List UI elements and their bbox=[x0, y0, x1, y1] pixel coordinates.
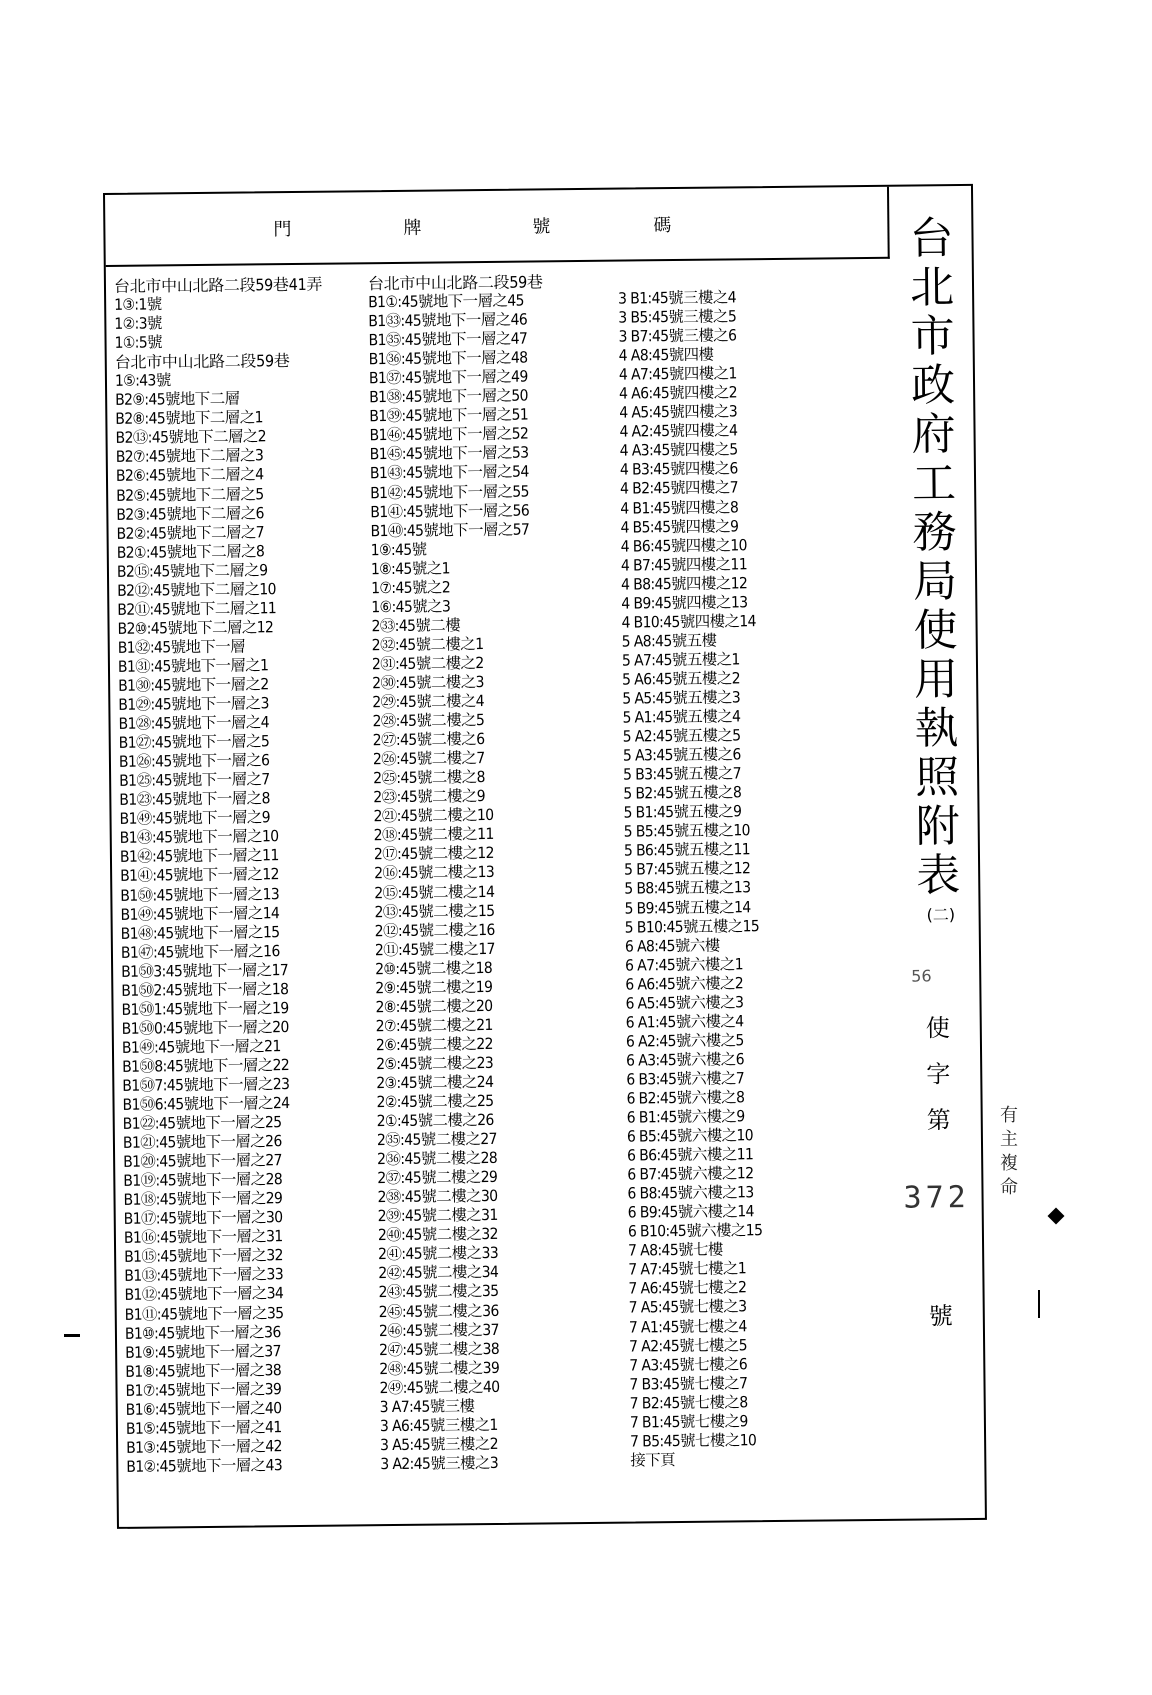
margin-arrow-mark bbox=[1048, 1208, 1065, 1225]
address-row: 2⑬:45號二樓之15 bbox=[374, 901, 495, 921]
address-row: 6 A3:45號六樓之6 bbox=[626, 1050, 745, 1070]
license-label-3: 第 bbox=[926, 1106, 951, 1135]
address-row: B1⑤:45號地下一層之41 bbox=[125, 1418, 282, 1438]
side-title-char: 工 bbox=[911, 458, 957, 510]
address-row: 2㉜:45號二樓之1 bbox=[371, 634, 484, 655]
address-row: 1⑧:45號之1 bbox=[370, 559, 450, 578]
address-row: B1⑨:45號地下一層之37 bbox=[125, 1341, 281, 1362]
address-row: 5 A7:45號五樓之1 bbox=[621, 650, 740, 670]
address-row: B1㊿0:45號地下一層之20 bbox=[121, 1017, 289, 1038]
address-row: 1③:1號 bbox=[114, 295, 162, 314]
address-row: B1⑪:45號地下一層之35 bbox=[124, 1303, 284, 1324]
address-row: 4 B5:45號四樓之9 bbox=[620, 516, 739, 537]
address-row: 1⑤:43號 bbox=[114, 371, 171, 391]
address-row: 1⑥:45號之3 bbox=[371, 597, 451, 617]
address-row: 5 B8:45號五樓之13 bbox=[624, 878, 751, 899]
address-row: B2⑦:45號地下二層之3 bbox=[115, 446, 264, 467]
address-row: 2⑧:45號二樓之20 bbox=[375, 996, 493, 1016]
address-row: B1㉝:45號地下一層之46 bbox=[368, 310, 528, 331]
header-col-3: 號 bbox=[532, 216, 551, 238]
address-row: B1㊿7:45號地下一層之23 bbox=[122, 1075, 290, 1095]
address-row: B1㊾:45號地下一層之9 bbox=[119, 808, 271, 829]
address-row: 5 B1:45號五樓之9 bbox=[623, 802, 742, 822]
address-row: 2㊾:45號二樓之40 bbox=[379, 1377, 500, 1397]
address-row: B2⑨:45號地下二層 bbox=[115, 389, 240, 410]
address-row: B1⑬:45號地下一層之33 bbox=[124, 1265, 284, 1286]
address-row: 2①:45號二樓之26 bbox=[376, 1111, 494, 1131]
address-row: 2⑤:45號二樓之23 bbox=[376, 1053, 494, 1074]
address-row: 4 B2:45號四樓之7 bbox=[620, 478, 739, 499]
address-heading: 台北市中山北路二段59巷41弄 bbox=[113, 274, 323, 296]
address-row: B1㉚:45號地下一層之2 bbox=[118, 675, 269, 695]
address-row: 7 B1:45號七樓之9 bbox=[629, 1412, 748, 1432]
address-row: B1㊿3:45號地下一層之17 bbox=[121, 960, 289, 981]
side-title-char: 附 bbox=[915, 801, 960, 853]
address-row: B1㉛:45號地下一層之1 bbox=[117, 656, 269, 676]
address-row: B1㊿:45號地下一層之13 bbox=[120, 884, 280, 905]
address-row: 5 A5:45號五樓之3 bbox=[622, 688, 741, 708]
address-row: B1⑯:45號地下一層之31 bbox=[123, 1227, 283, 1248]
address-row: 4 B3:45號四樓之6 bbox=[619, 459, 738, 480]
side-title-char: 局 bbox=[912, 556, 958, 608]
margin-stamp: 有 主 複 命 bbox=[1000, 1105, 1018, 1198]
address-row: B1㊱:45號地下一層之48 bbox=[368, 348, 528, 369]
address-row: 6 B2:45號六樓之8 bbox=[626, 1088, 745, 1108]
address-row: 6 A5:45號六樓之3 bbox=[625, 993, 744, 1013]
address-row: B1⑮:45號地下一層之32 bbox=[124, 1246, 283, 1267]
address-column-1 bbox=[114, 275, 335, 1477]
address-row: 4 A3:45號四樓之5 bbox=[619, 440, 738, 460]
address-row: 4 A8:45號四樓 bbox=[618, 345, 714, 365]
address-row: 5 B9:45號五樓之14 bbox=[624, 897, 751, 918]
address-row: 3 B7:45號三樓之6 bbox=[618, 326, 737, 346]
address-row: B1㊶:45號地下一層之12 bbox=[120, 865, 279, 886]
side-title-char: 政 bbox=[910, 360, 956, 412]
address-row: B2⑤:45號地下二層之5 bbox=[116, 484, 264, 505]
address-row: B2⑪:45號地下二層之11 bbox=[117, 599, 277, 619]
address-row: 4 B6:45號四樓之10 bbox=[620, 535, 747, 556]
address-row: 5 A3:45號五樓之6 bbox=[622, 745, 741, 765]
address-row: 1⑨:45號 bbox=[370, 540, 427, 559]
address-column-3 bbox=[618, 288, 765, 1470]
address-row: 2⑮:45號二樓之14 bbox=[374, 882, 495, 902]
address-row: 2㊳:45號二樓之30 bbox=[377, 1187, 498, 1207]
address-row: 7 B2:45號七樓之8 bbox=[629, 1393, 748, 1413]
address-row: 2⑦:45號二樓之21 bbox=[375, 1015, 493, 1036]
side-title bbox=[905, 214, 964, 901]
address-row: 4 B9:45號四樓之13 bbox=[621, 593, 748, 613]
side-title-char: 用 bbox=[913, 654, 959, 706]
address-row: 2㉝:45號二樓 bbox=[371, 616, 461, 636]
address-row: 3 B5:45號三樓之5 bbox=[618, 307, 737, 327]
address-row: 2㉑:45號二樓之10 bbox=[373, 806, 494, 826]
address-row: 5 A2:45號五樓之5 bbox=[622, 726, 741, 746]
address-row: 6 B8:45號六樓之13 bbox=[627, 1183, 754, 1203]
address-row: 2㊼:45號二樓之38 bbox=[379, 1339, 500, 1359]
address-row: B1㊷:45號地下一層之55 bbox=[370, 482, 529, 502]
address-row: 7 A6:45號七樓之2 bbox=[628, 1278, 747, 1298]
side-title-char: 執 bbox=[914, 703, 959, 755]
address-row: B1㉒:45號地下一層之25 bbox=[122, 1113, 282, 1133]
address-row: 5 B5:45號五樓之10 bbox=[623, 821, 750, 841]
address-row: 4 B10:45號四樓之14 bbox=[621, 611, 757, 632]
address-row: 2㊴:45號二樓之31 bbox=[377, 1206, 498, 1226]
address-heading: 台北市中山北路二段59巷 bbox=[114, 351, 290, 373]
address-row: B2⑮:45號地下二層之9 bbox=[116, 561, 268, 581]
address-row: 3 A6:45號三樓之1 bbox=[379, 1415, 498, 1435]
address-row: B1㊶:45號地下一層之56 bbox=[370, 501, 530, 521]
address-row: B1⑥:45號地下一層之40 bbox=[125, 1398, 282, 1419]
address-row: 2㊸:45號二樓之35 bbox=[378, 1282, 499, 1302]
address-row: B1⑰:45號地下一層之30 bbox=[123, 1208, 283, 1229]
address-row: 5 A8:45號五樓 bbox=[621, 631, 717, 651]
address-row: 2㉚:45號二樓之3 bbox=[372, 673, 484, 693]
address-row: B1㊿2:45號地下一層之18 bbox=[121, 979, 289, 1000]
address-row: 2㉙:45號二樓之4 bbox=[372, 692, 485, 712]
address-row: 1①:5號 bbox=[114, 333, 163, 353]
address-row: 3 B1:45號三樓之4 bbox=[618, 288, 737, 308]
address-row: B1㊾:45號地下一層之21 bbox=[121, 1037, 281, 1057]
address-row: B1㉗:45號地下一層之5 bbox=[118, 732, 270, 752]
address-row: 7 B3:45號七樓之7 bbox=[629, 1373, 748, 1394]
address-row: 6 A7:45號六樓之1 bbox=[625, 954, 744, 975]
side-title-char: 務 bbox=[912, 507, 957, 559]
address-row: 4 A7:45號四樓之1 bbox=[618, 364, 737, 384]
address-row: B1㊾:45號地下一層之14 bbox=[120, 903, 280, 924]
address-column-2 bbox=[368, 272, 555, 1474]
address-row: B1⑲:45號地下一層之28 bbox=[123, 1170, 283, 1191]
address-row: B1㊽:45號地下一層之15 bbox=[120, 922, 280, 943]
address-row: 4 A2:45號四樓之4 bbox=[619, 421, 738, 441]
address-row: B2③:45號地下二層之6 bbox=[116, 503, 264, 524]
header-col-1: 門 bbox=[273, 219, 292, 241]
address-row: 7 A2:45號七樓之5 bbox=[629, 1335, 748, 1356]
address-row: 2③:45號二樓之24 bbox=[376, 1072, 494, 1093]
address-row: B1㊳:45號地下一層之50 bbox=[369, 386, 528, 407]
address-row: B2⑫:45號地下二層之10 bbox=[117, 579, 276, 600]
address-row: 4 A5:45號四樓之3 bbox=[619, 402, 738, 422]
address-row: B1㊿6:45號地下一層之24 bbox=[122, 1094, 290, 1114]
address-row: 7 A1:45號七樓之4 bbox=[628, 1316, 747, 1337]
address-row: B1㉙:45號地下一層之3 bbox=[118, 694, 269, 714]
address-row: B1㉟:45號地下一層之47 bbox=[368, 329, 528, 350]
side-panel bbox=[889, 186, 985, 1519]
address-row: 4 B8:45號四樓之12 bbox=[621, 573, 748, 594]
address-row: B1㊷:45號地下一層之11 bbox=[119, 846, 279, 867]
address-row: 7 A3:45號七樓之6 bbox=[629, 1354, 748, 1375]
address-row: B2⑬:45號地下二層之2 bbox=[115, 427, 267, 448]
side-title-char: 府 bbox=[911, 409, 956, 461]
license-label-2: 字 bbox=[926, 1060, 951, 1089]
address-row: 2②:45號二樓之25 bbox=[376, 1091, 494, 1112]
address-row: 6 B9:45號六樓之14 bbox=[627, 1202, 754, 1222]
address-row: B1①:45號地下一層之45 bbox=[368, 291, 524, 312]
license-number-suffix: 號 bbox=[928, 1302, 953, 1331]
address-row: 接下頁 bbox=[630, 1450, 676, 1470]
address-row: B2⑧:45號地下二層之1 bbox=[115, 408, 263, 429]
address-row: B1⑫:45號地下一層之34 bbox=[124, 1284, 284, 1305]
address-row: 2㊺:45號二樓之36 bbox=[378, 1301, 499, 1321]
address-row: 6 B3:45號六樓之7 bbox=[626, 1069, 745, 1089]
address-row: 2⑩:45號二樓之18 bbox=[375, 958, 493, 978]
address-row: B1㉕:45號地下一層之7 bbox=[119, 770, 270, 791]
side-title-char: 市 bbox=[910, 311, 955, 363]
address-row: B1㊼:45號地下一層之16 bbox=[120, 941, 280, 962]
address-row: B2①:45號地下二層之8 bbox=[116, 541, 265, 562]
address-row: 2㊽:45號二樓之39 bbox=[379, 1358, 500, 1378]
address-row: 6 A2:45號六樓之5 bbox=[625, 1031, 744, 1051]
address-row: 7 A8:45號七樓 bbox=[628, 1240, 723, 1260]
margin-tick-right bbox=[1038, 1290, 1040, 1318]
side-title-char: 北 bbox=[909, 262, 955, 314]
address-row: 4 A6:45號四樓之2 bbox=[619, 383, 738, 403]
header-col-4: 碼 bbox=[653, 215, 672, 237]
address-row: B2②:45號地下二層之7 bbox=[116, 522, 265, 543]
address-row: 2㉗:45號二樓之6 bbox=[372, 730, 485, 750]
address-row: B1㊿8:45號地下一層之22 bbox=[122, 1056, 290, 1076]
address-row: B1②:45號地下一層之43 bbox=[126, 1456, 283, 1476]
address-row: 6 A6:45號六樓之2 bbox=[625, 974, 744, 994]
address-row: 2㊱:45號二樓之28 bbox=[377, 1149, 498, 1169]
address-row: 2㉘:45號二樓之5 bbox=[372, 711, 485, 731]
document-frame bbox=[103, 184, 987, 1529]
address-row: B1㊸:45號地下一層之10 bbox=[119, 827, 279, 848]
address-row: B1⑳:45號地下一層之27 bbox=[123, 1151, 282, 1171]
address-row: 2㉛:45號二樓之2 bbox=[371, 653, 484, 674]
address-row: B1㊵:45號地下一層之57 bbox=[370, 520, 530, 540]
address-row: 5 A6:45號五樓之2 bbox=[622, 669, 741, 689]
address-row: 2⑱:45號二樓之11 bbox=[373, 825, 494, 845]
address-row: 5 B6:45號五樓之11 bbox=[623, 840, 751, 860]
address-row: 2㉕:45號二樓之8 bbox=[373, 768, 485, 788]
address-row: 2㊷:45號二樓之34 bbox=[378, 1263, 499, 1283]
address-row: 5 A1:45號五樓之4 bbox=[622, 707, 741, 727]
address-row: B1㊻:45號地下一層之52 bbox=[369, 424, 529, 445]
address-row: 4 B1:45號四樓之8 bbox=[620, 497, 739, 518]
address-row: 2㊻:45號二樓之37 bbox=[378, 1320, 499, 1340]
address-row: 5 B3:45號五樓之7 bbox=[623, 764, 742, 784]
address-row: B1⑧:45號地下一層之38 bbox=[125, 1360, 282, 1381]
address-row: B1㊿1:45號地下一層之19 bbox=[121, 998, 289, 1019]
address-row: B1㊴:45號地下一層之51 bbox=[369, 405, 529, 426]
address-row: 2㊲:45號二樓之29 bbox=[377, 1168, 498, 1188]
license-label-1: 使 bbox=[925, 1014, 950, 1043]
side-title-char: 使 bbox=[913, 605, 958, 657]
address-row: 5 B2:45號五樓之8 bbox=[623, 783, 742, 803]
margin-tick bbox=[64, 1334, 80, 1337]
address-row: 6 B10:45號六樓之15 bbox=[627, 1221, 763, 1241]
address-row: 3 A7:45號三樓 bbox=[379, 1396, 475, 1416]
license-number: 372 bbox=[903, 1179, 970, 1216]
address-row: 3 A5:45號三樓之2 bbox=[380, 1434, 499, 1455]
address-row: B1㉓:45號地下一層之8 bbox=[119, 789, 270, 810]
address-row: 7 A7:45號七樓之1 bbox=[628, 1259, 747, 1279]
address-row: 6 B6:45號六樓之11 bbox=[627, 1145, 754, 1165]
license-prefix: 56 bbox=[911, 966, 932, 986]
address-row: B1⑦:45號地下一層之39 bbox=[125, 1379, 282, 1400]
header-col-2: 牌 bbox=[403, 217, 422, 239]
table-header bbox=[105, 187, 890, 267]
address-row: 2⑫:45號二樓之16 bbox=[374, 920, 495, 940]
address-row: B1㉜:45號地下一層 bbox=[117, 637, 246, 657]
address-row: 1⑦:45號之2 bbox=[371, 578, 451, 597]
address-heading: 台北市中山北路二段59巷 bbox=[367, 272, 543, 294]
address-row: 5 B7:45號五樓之12 bbox=[624, 859, 751, 879]
address-row: 7 A5:45號七樓之3 bbox=[628, 1297, 747, 1318]
address-row: 2㉓:45號二樓之9 bbox=[373, 787, 486, 807]
address-row: 6 B7:45號六樓之12 bbox=[627, 1164, 754, 1184]
address-row: 2㊶:45號二樓之33 bbox=[378, 1244, 499, 1264]
address-row: 2⑨:45號二樓之19 bbox=[375, 977, 493, 997]
address-row: 1②:3號 bbox=[114, 314, 162, 333]
address-row: 2㊵:45號二樓之32 bbox=[377, 1225, 498, 1245]
address-row: 6 A1:45號六樓之4 bbox=[625, 1012, 744, 1032]
side-title-suffix: (二) bbox=[926, 905, 956, 925]
address-row: 2⑥:45號二樓之22 bbox=[375, 1034, 493, 1055]
address-row: B1㉘:45號地下一層之4 bbox=[118, 713, 270, 733]
address-row: B1㊺:45號地下一層之53 bbox=[369, 443, 529, 464]
address-row: 6 A8:45號六樓 bbox=[624, 936, 720, 956]
address-row: B1⑱:45號地下一層之29 bbox=[123, 1189, 283, 1210]
address-row: B1⑩:45號地下一層之36 bbox=[124, 1322, 281, 1343]
address-row: B2⑩:45號地下二層之12 bbox=[117, 618, 274, 638]
address-row: 2⑰:45號二樓之12 bbox=[373, 844, 494, 864]
address-row: 2⑪:45號二樓之17 bbox=[374, 939, 495, 959]
address-row: B1㊲:45號地下一層之49 bbox=[368, 367, 528, 388]
address-row: B2⑥:45號地下二層之4 bbox=[115, 465, 264, 486]
address-row: 3 A2:45號三樓之3 bbox=[380, 1453, 499, 1474]
address-row: 2⑯:45號二樓之13 bbox=[374, 863, 495, 883]
address-row: 2㉖:45號二樓之7 bbox=[372, 749, 485, 769]
address-row: B1㊸:45號地下一層之54 bbox=[369, 463, 529, 483]
address-row: 6 B1:45號六樓之9 bbox=[626, 1107, 745, 1127]
side-title-char: 台 bbox=[909, 213, 954, 265]
address-row: 5 B10:45號五樓之15 bbox=[624, 916, 760, 937]
address-row: 4 B7:45號四樓之11 bbox=[620, 554, 748, 575]
side-title-char: 照 bbox=[914, 752, 960, 804]
address-row: 7 B5:45號七樓之10 bbox=[630, 1431, 757, 1451]
address-row: 6 B5:45號六樓之10 bbox=[626, 1126, 754, 1146]
side-title-char: 表 bbox=[915, 850, 961, 902]
address-row: B1③:45號地下一層之42 bbox=[126, 1437, 282, 1457]
address-row: 2㉟:45號二樓之27 bbox=[376, 1130, 497, 1150]
address-row: B1㉑:45號地下一層之26 bbox=[122, 1132, 282, 1152]
address-row: B1㉖:45號地下一層之6 bbox=[118, 751, 270, 772]
